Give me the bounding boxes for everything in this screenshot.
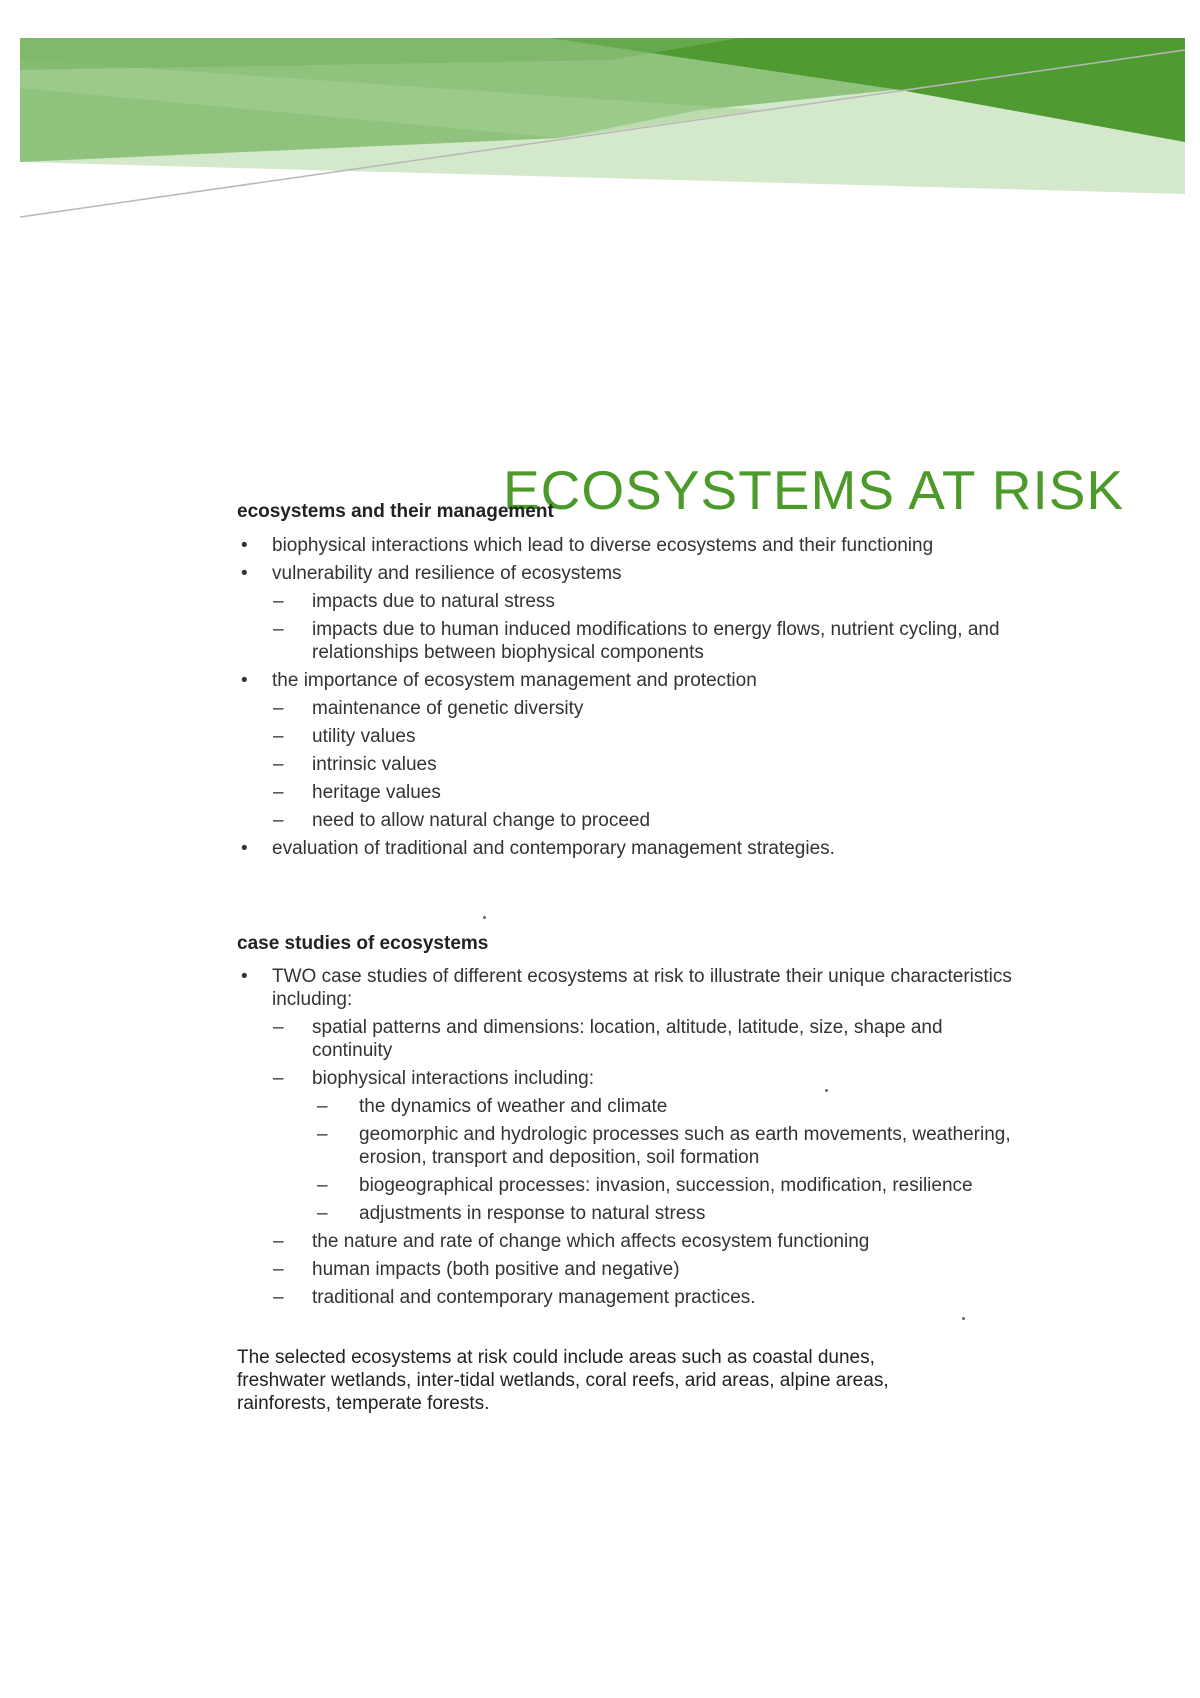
closing-paragraph: The selected ecosystems at risk could include areas such as coastal dunes, freshwater wetlands, inter-tidal wetlands, coral reefs, arid areas, alpine areas, rainforests, temperate forests. — [237, 1347, 889, 1414]
scan-speck — [825, 1089, 828, 1092]
header-banner — [0, 0, 1200, 240]
list-item: – utility values — [237, 725, 1017, 748]
section-heading-management: ecosystems and their management — [237, 501, 554, 522]
list-item: – the dynamics of weather and climate — [237, 1095, 1017, 1118]
list-item: – spatial patterns and dimensions: location, altitude, latitude, size, shape and continuity — [237, 1016, 1017, 1062]
list-item: – intrinsic values — [237, 753, 1017, 776]
list-item: • the importance of ecosystem management and protection — [237, 669, 1017, 692]
list-item: – geomorphic and hydrologic processes such as earth movements, weathering, erosion, transport and deposition, soil formation — [237, 1123, 1017, 1169]
list-item: – impacts due to human induced modifications to energy flows, nutrient cycling, and relationships between biophysical components — [237, 618, 1017, 664]
page-title: ECOSYSTEMS AT RISK — [503, 459, 1125, 521]
list-item: – need to allow natural change to proceed — [237, 809, 1017, 832]
scan-speck — [962, 1317, 965, 1320]
list-item: – maintenance of genetic diversity — [237, 697, 1017, 720]
scan-speck — [483, 916, 486, 919]
list-item: – adjustments in response to natural stress — [237, 1202, 1017, 1225]
list-item: – traditional and contemporary management practices. — [237, 1286, 1017, 1309]
list-item: – biogeographical processes: invasion, succession, modification, resilience — [237, 1174, 1017, 1197]
list-item: • biophysical interactions which lead to diverse ecosystems and their functioning — [237, 534, 1017, 557]
case-studies-list — [237, 965, 1017, 1314]
management-list — [237, 534, 1017, 865]
list-item: • evaluation of traditional and contemporary management strategies. — [237, 837, 1017, 860]
list-item: – the nature and rate of change which affects ecosystem functioning — [237, 1230, 1017, 1253]
list-item: • TWO case studies of different ecosystems at risk to illustrate their unique characteristics including: — [237, 965, 1017, 1011]
list-item: – impacts due to natural stress — [237, 590, 1017, 613]
list-item: – biophysical interactions including: — [237, 1067, 1017, 1090]
list-item: – heritage values — [237, 781, 1017, 804]
section-heading-case-studies: case studies of ecosystems — [237, 933, 489, 954]
list-item: – human impacts (both positive and negative) — [237, 1258, 1017, 1281]
list-item: • vulnerability and resilience of ecosystems — [237, 562, 1017, 585]
